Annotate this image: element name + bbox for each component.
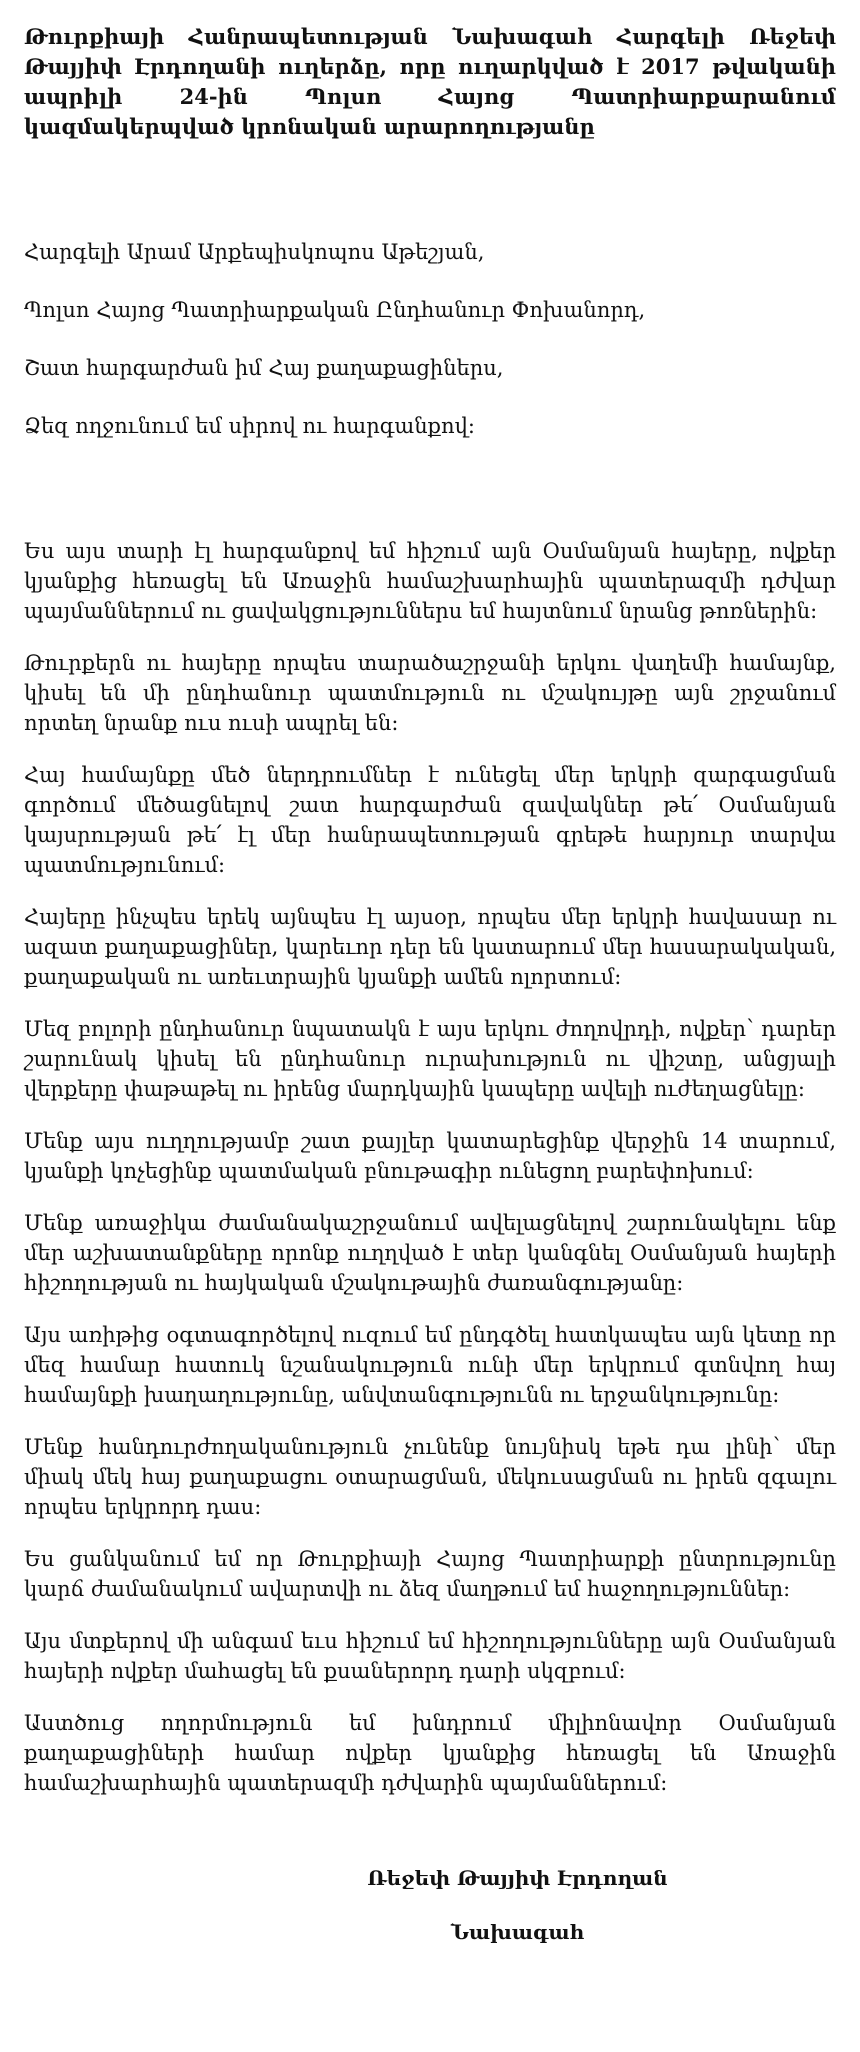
salutation-line: Շատ հարգարժան իմ Հայ քաղաքացիներս, [24,356,504,380]
body-paragraph: Այս առիթից օգտագործելով ուզում եմ ընդգծել հատկապես այն կետը որ մեզ համար հատուկ նշանակություն ունի մեր երկրում գտնվող հայ համայնքի խաղաղությունը, անվտանգությունն ու երջանկությունը: [24,1323,836,1407]
salutation-block [24,237,836,441]
body-paragraph: Մեզ բոլորի ընդհանուր նպատակն է այս երկու ժողովրդի, ովքեր՝ դարեր շարունակ կիսել են ընդհանուր ուրախություն ու վիշտը, անցյալի վերքերը փաթաթել ու իրենց մարդկային կապերը ավելի ուժեղացնելը: [24,1017,836,1101]
body-paragraph: Մենք հանդուրժողականություն չունենք նույնիսկ եթե դա լինի՝ մեր միակ մեկ հայ քաղաքացու օտարացման, մեկուսացման ու իրեն զգալու որպես երկրորդ դաս: [24,1435,836,1519]
body-paragraph: Ես ցանկանում եմ որ Թուրքիայի Հայոց Պատրիարքի ընտրությունը կարճ ժամանակում ավարտվի ու ձեզ մաղթում եմ հաջողություններ: [24,1547,836,1601]
salutation-line: Պոլսո Հայոց Պատրիարքական Ընդհանուր Փոխանորդ, [24,298,646,322]
body-paragraph: Ես այս տարի էլ հարգանքով եմ հիշում այն Օսմանյան հայերը, ովքեր կյանքից հեռացել են Առաջին համաշխարհային պատերազմի դժվար պայմաններում ու ցավակցություններս եմ հայտնում նրանց թոռներին: [24,539,836,623]
signature-role: Նախագահ [450,1920,585,1944]
signature-name: Ռեջեփ Թայյիփ Էրդողան [367,1866,668,1890]
body-paragraph: Այս մտքերով մի անգամ եւս հիշում եմ հիշողությունները այն Օսմանյան հայերի ովքեր մահացել են քսաներորդ դարի սկզբում: [24,1629,836,1683]
body-paragraph: Հայերը ինչպես երեկ այնպես էլ այսօր, որպես մեր երկրի հավասար ու ազատ քաղաքացիներ, կարեւոր դեր են կատարում մեր հասարակական, քաղաքական ու առեւտրային կյանքի ամեն ոլորտում: [24,905,836,989]
letter-body [24,536,836,1798]
body-paragraph: Թուրքերն ու հայերը որպես տարածաշրջանի երկու վաղեմի համայնք, կիսել են մի ընդհանուր պատմություն ու մշակույթը այն շրջանում որտեղ նրանք ուս ուսի ապրել են: [24,651,836,735]
body-paragraph: Հայ համայնքը մեծ ներդրումներ է ունեցել մեր երկրի զարգացման գործում մեծացնելով շատ հարգարժան զավակներ թե՛ Օսմանյան կայսրության թե՛ էլ մեր հանրապետության գրեթե հարյուր տարվա պատմությունում: [24,763,836,877]
salutation-line: Հարգելի Արամ Արքեպիսկոպոս Աթեշյան, [24,240,485,264]
body-paragraph: Մենք առաջիկա ժամանակաշրջանում ավելացնելով շարունակելու ենք մեր աշխատանքները որոնք ուղղված է տեր կանգնել Օսմանյան հայերի հիշողության ու հայկական մշակութային ժառանգությանը: [24,1211,836,1295]
body-paragraph: Մենք այս ուղղությամբ շատ քայլեր կատարեցինք վերջին 14 տարում, կյանքի կոչեցինք պատմական բնութագիր ունեցող բարեփոխում: [24,1129,836,1183]
letter-title: Թուրքիայի Հանրապետության Նախագահ Հարգելի Ռեջեփ Թայյիփ Էրդողանի ուղերձը, որը ուղարկված է 2017 թվականի ապրիլի 24-ին Պոլսո Հայոց Պատրիարքարանում կազմակերպված կրոնական արարողությանը [24,24,836,139]
body-paragraph: Աստծուց ողորմություն եմ խնդրում միլիոնավոր Օսմանյան քաղաքացիների համար ովքեր կյանքից հեռացել են Առաջին համաշխարհային պատերազմի դժվարին պայմաններում: [24,1711,836,1795]
signature-block [24,1864,836,1946]
salutation-line: Ձեզ ողջունում եմ սիրով ու հարգանքով: [24,414,475,438]
